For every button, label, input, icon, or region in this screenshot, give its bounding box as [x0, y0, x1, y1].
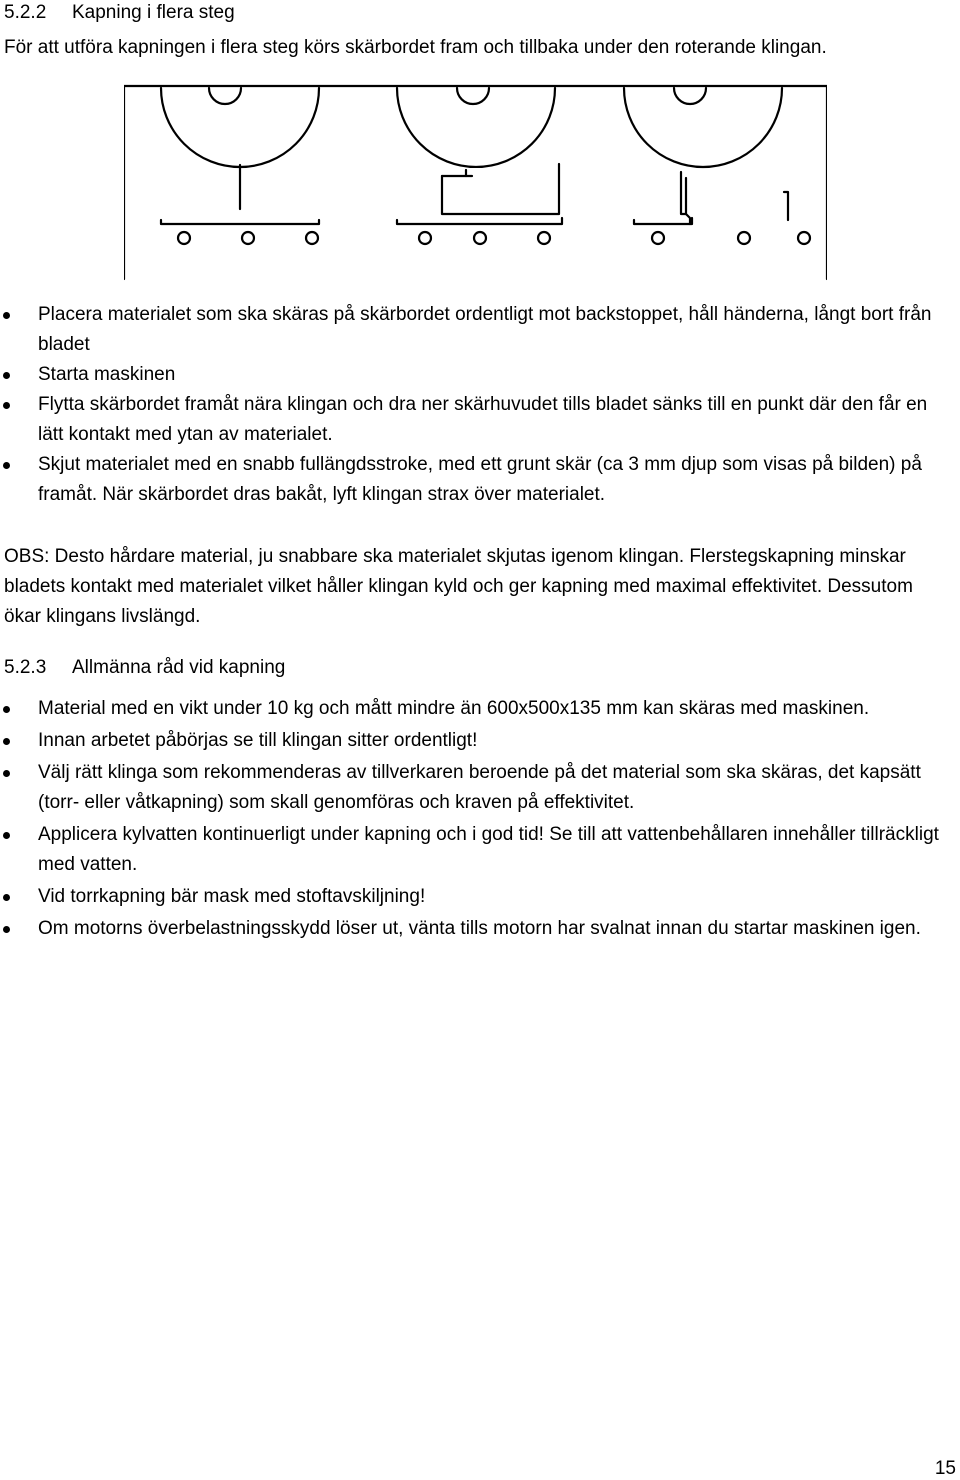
bullet-icon [3, 462, 10, 469]
bullet-icon [3, 372, 10, 379]
bullet-icon [3, 832, 10, 839]
list-item-text: Applicera kylvatten kontinuerligt under kapning och i god tid! Se till att vattenbehållaren innehåller tillräckligt med vatten. [38, 824, 939, 875]
bullet-icon [3, 770, 10, 777]
obs-paragraph: OBS: Desto hårdare material, ju snabbare ska materialet skjutas igenom klingan. Flerstegskapning minskar bladets kontakt med materialet vilket håller klingan kyld och ger kapning med maximal effektivitet. Dessutom ökar klingans livslängd. [4, 546, 913, 627]
bullet-icon [3, 738, 10, 745]
section-heading-522 [4, 2, 235, 24]
bullet-icon [3, 706, 10, 713]
panel-1-blade [161, 88, 319, 244]
cutting-steps-list [0, 300, 955, 510]
list-item [0, 450, 955, 510]
intro-paragraph: För att utföra kapningen i flera steg körs skärbordet fram och tillbaka under den roterande klingan. [4, 37, 827, 58]
list-item [0, 390, 955, 450]
list-item-text: Material med en vikt under 10 kg och mått mindre än 600x500x135 mm kan skäras med maskinen. [38, 698, 870, 719]
section-number: 5.2.2 [4, 2, 47, 23]
list-item [0, 820, 955, 880]
page-number: 15 [934, 1458, 956, 1479]
list-item-text: Om motorns överbelastningsskydd löser ut, vänta tills motorn har svalnat innan du startar maskinen igen. [38, 918, 921, 939]
list-item-text: Vid torrkapning bär mask med stoftavskiljning! [38, 886, 426, 907]
bullet-icon [3, 312, 10, 319]
section-number: 5.2.3 [4, 657, 47, 678]
section-heading-523 [4, 657, 285, 679]
panel-2-blade [397, 88, 562, 244]
bullet-icon [3, 402, 10, 409]
list-item [0, 694, 955, 724]
list-item-text: Skjut materialet med en snabb fullängdsstroke, med ett grunt skär (ca 3 mm djup som visas på bilden) på framåt. När skärbordet dras bakåt, lyft klingan strax över materialet. [38, 454, 922, 505]
bullet-icon [3, 894, 10, 901]
multi-step-cutting-figure [124, 84, 827, 281]
panel-3-blade [624, 88, 810, 244]
list-item [0, 300, 955, 360]
bullet-icon [3, 926, 10, 933]
list-item-text: Placera materialet som ska skäras på skärbordet ordentligt mot backstoppet, håll händerna, långt bort från bladet [38, 304, 932, 355]
list-item [0, 914, 955, 944]
section-title: Kapning i flera steg [72, 2, 235, 23]
list-item-text: Innan arbetet påbörjas se till klingan sitter ordentligt! [38, 730, 478, 751]
list-item-text: Välj rätt klinga som rekommenderas av tillverkaren beroende på det material som ska skäras, det kapsätt (torr- eller våtkapning) som skall genomföras och kraven på effektivitet. [38, 762, 921, 813]
list-item-text: Starta maskinen [38, 364, 176, 385]
advice-list [0, 694, 955, 946]
section-title: Allmänna råd vid kapning [72, 657, 286, 678]
list-item-text: Flytta skärbordet framåt nära klingan och dra ner skärhuvudet tills bladet sänks till en punkt där den får en lätt kontakt med ytan av materialet. [38, 394, 928, 445]
list-item [0, 726, 955, 756]
list-item [0, 360, 955, 390]
list-item [0, 882, 955, 912]
list-item [0, 758, 955, 818]
